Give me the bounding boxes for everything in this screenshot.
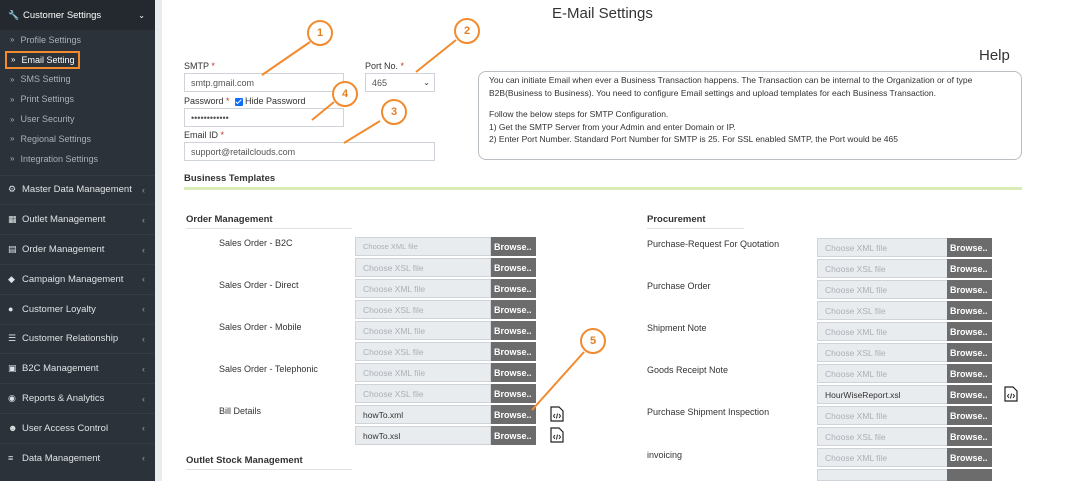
- browse-button[interactable]: Browse..: [947, 301, 992, 320]
- sidebar-item-label: Order Management: [22, 244, 105, 256]
- double-chevron-icon: »: [10, 134, 15, 144]
- sidebar-subitem-label: SMS Setting: [20, 74, 71, 85]
- checkbox-checked-icon[interactable]: [235, 98, 243, 106]
- browse-button[interactable]: Browse..: [491, 342, 536, 361]
- template-row-label: Sales Order - Direct: [219, 280, 299, 290]
- template-row-label: Sales Order - Mobile: [219, 322, 302, 332]
- tag-icon: ◆: [8, 273, 15, 284]
- sidebar-subitem-label: Profile Settings: [20, 34, 81, 45]
- sidebar-subitem-label: Integration Settings: [20, 153, 99, 164]
- port-value: 465: [372, 77, 388, 88]
- browse-button[interactable]: Browse..: [947, 343, 992, 362]
- template-row-label: Shipment Note: [647, 323, 707, 333]
- sidebar-subitem-print-settings[interactable]: [0, 89, 155, 109]
- sidebar-item-customer-relationship[interactable]: [0, 324, 155, 354]
- help-title: Help: [979, 47, 1010, 64]
- double-chevron-icon: »: [10, 114, 15, 124]
- browse-button[interactable]: Browse..: [947, 238, 992, 257]
- callout-badge-1: 1: [307, 20, 333, 46]
- browse-button[interactable]: Browse..: [491, 300, 536, 319]
- smtp-label: SMTP *: [184, 61, 215, 71]
- browse-button[interactable]: Browse..: [491, 237, 536, 256]
- callout-badge-4: 4: [332, 81, 358, 107]
- xml-file-input[interactable]: Choose XML file: [817, 238, 953, 257]
- sidebar-subitem-label: Email Setting: [21, 54, 75, 65]
- code-file-icon[interactable]: [550, 427, 564, 443]
- help-text-line: You can initiate Email when ever a Business Transaction happens. The Transaction can be internal to the Organization or of type: [489, 75, 973, 85]
- browse-button[interactable]: Browse..: [947, 406, 992, 425]
- xml-file-input[interactable]: Choose XML file: [355, 237, 491, 256]
- template-row-label: invoicing: [647, 450, 683, 460]
- double-chevron-icon: »: [11, 55, 16, 65]
- sidebar-item-label: Master Data Management: [22, 184, 132, 196]
- port-select[interactable]: [365, 73, 435, 92]
- list-icon: ☰: [8, 333, 17, 344]
- sidebar-item-label: B2C Management: [22, 363, 99, 375]
- help-text-line: B2B(Business to Business). You need to configure Email settings and upload templates for each Business Transaction.: [489, 87, 936, 98]
- xsl-file-input[interactable]: Choose XSL file: [817, 343, 953, 362]
- hide-password-label: Hide Password: [245, 96, 306, 106]
- browse-button[interactable]: [947, 469, 992, 481]
- subsection-divider: [186, 469, 352, 470]
- sidebar-item-data-management[interactable]: [0, 443, 155, 473]
- xml-file-input[interactable]: Choose XML file: [355, 279, 491, 298]
- browse-button[interactable]: Browse..: [947, 322, 992, 341]
- chevron-left-icon: ‹: [142, 363, 145, 374]
- subsection-divider: [647, 228, 744, 229]
- xml-file-input[interactable]: Choose XML file: [817, 364, 953, 383]
- hide-password-toggle[interactable]: [235, 96, 306, 106]
- double-chevron-icon: »: [10, 94, 15, 104]
- browse-button[interactable]: Browse..: [491, 363, 536, 382]
- cart-icon: ▤: [8, 244, 17, 255]
- sidebar-item-label: Outlet Management: [22, 214, 106, 226]
- sidebar: [0, 0, 155, 481]
- help-text-line: 1) Get the SMTP Server from your Admin and enter Domain or IP.: [489, 121, 736, 132]
- browse-button[interactable]: Browse..: [947, 385, 992, 404]
- wrench-icon: 🔧: [8, 9, 20, 20]
- port-label: Port No. *: [365, 61, 405, 71]
- template-row-label: Purchase Order: [647, 281, 711, 291]
- sidebar-subitem-label: User Security: [20, 114, 75, 125]
- browse-button[interactable]: Browse..: [491, 321, 536, 340]
- xsl-file-input[interactable]: Choose XSL file: [355, 342, 491, 361]
- help-text-line: Follow the below steps for SMTP Configuration.: [489, 109, 669, 120]
- sidebar-item-outlet-management[interactable]: [0, 204, 155, 234]
- sidebar-subitem-integration-settings[interactable]: [0, 149, 155, 169]
- callout-badge-5: 5: [580, 328, 606, 354]
- sidebar-item-label: Campaign Management: [22, 273, 124, 285]
- chevron-down-icon: ⌄: [138, 10, 145, 20]
- page-title: E-Mail Settings: [552, 5, 653, 22]
- chevron-left-icon: ‹: [142, 274, 145, 285]
- xsl-file-input[interactable]: Choose XSL file: [817, 301, 953, 320]
- active-highlight: [5, 51, 80, 69]
- xsl-file-input[interactable]: Choose XSL file: [355, 258, 491, 277]
- browse-button[interactable]: Browse..: [947, 364, 992, 383]
- outlet-stock-management-title: Outlet Stock Management: [186, 455, 303, 466]
- sidebar-group-customer-settings[interactable]: [0, 0, 155, 30]
- sidebar-item-label: User Access Control: [22, 422, 109, 434]
- sidebar-group-label: Customer Settings: [23, 9, 102, 21]
- browse-button[interactable]: Browse..: [947, 259, 992, 278]
- sidebar-item-b2c-management[interactable]: [0, 353, 155, 383]
- section-divider: [184, 187, 1022, 190]
- template-row-label: Sales Order - B2C: [219, 238, 293, 248]
- chevron-down-icon: ⌄: [423, 78, 430, 87]
- chevron-left-icon: ‹: [142, 333, 145, 344]
- browse-button[interactable]: Browse..: [947, 448, 992, 467]
- browse-button[interactable]: Browse..: [491, 279, 536, 298]
- xsl-file-input[interactable]: Choose XSL file: [355, 384, 491, 403]
- xml-file-input[interactable]: Choose XML file: [817, 322, 953, 341]
- sidebar-subitem-label: Print Settings: [20, 94, 74, 105]
- help-text-line: 2) Enter Port Number. Standard Port Number for SMTP is 25. For SSL enabled SMTP, the Port would be 465: [489, 134, 898, 145]
- browse-button[interactable]: Browse..: [947, 427, 992, 446]
- sidebar-item-order-management[interactable]: [0, 234, 155, 264]
- help-box: [478, 71, 1022, 160]
- browse-button[interactable]: Browse..: [491, 258, 536, 277]
- template-row-label: Purchase Shipment Inspection: [647, 407, 770, 417]
- xsl-file-input[interactable]: HourWiseReport.xsl: [817, 385, 953, 404]
- browse-button[interactable]: Browse..: [491, 426, 536, 445]
- xml-file-input[interactable]: Choose XML file: [355, 321, 491, 340]
- code-file-icon[interactable]: [1004, 386, 1018, 402]
- sidebar-subitem-label: Regional Settings: [20, 133, 91, 144]
- sidebar-scroll-gutter: [155, 0, 162, 481]
- double-chevron-icon: »: [10, 74, 15, 84]
- store-icon: ▦: [8, 214, 17, 225]
- palette-icon: ◉: [8, 393, 16, 404]
- user-icon: ☻: [8, 423, 18, 434]
- chevron-left-icon: ‹: [142, 453, 145, 464]
- subsection-divider: [186, 228, 352, 229]
- template-row-label: Purchase-Request For Quotation: [647, 239, 780, 249]
- sidebar-subitem-user-security[interactable]: [0, 109, 155, 129]
- code-file-icon[interactable]: [550, 406, 564, 422]
- xsl-file-input[interactable]: howTo.xsl: [355, 426, 491, 445]
- callout-badge-3: 3: [381, 99, 407, 125]
- sidebar-item-user-access-control[interactable]: [0, 413, 155, 443]
- smtp-input[interactable]: smtp.gmail.com: [184, 73, 344, 92]
- database-icon: ≡: [8, 453, 14, 464]
- sidebar-item-label: Customer Loyalty: [22, 303, 96, 315]
- template-row-label: Goods Receipt Note: [647, 365, 729, 375]
- sidebar-item-reports-analytics[interactable]: [0, 383, 155, 413]
- sidebar-subitem-profile-settings[interactable]: [0, 30, 155, 50]
- chevron-left-icon: ‹: [142, 184, 145, 195]
- gear-icon: ⚙: [8, 184, 17, 195]
- chevron-left-icon: ‹: [142, 393, 145, 404]
- sidebar-subitem-sms-setting[interactable]: [0, 70, 155, 90]
- template-row-label: Sales Order - Telephonic: [219, 364, 318, 374]
- xml-file-input[interactable]: howTo.xml: [355, 405, 491, 424]
- xml-file-input[interactable]: Choose XML file: [817, 280, 953, 299]
- procurement-title: Procurement: [647, 214, 706, 225]
- xml-file-input[interactable]: Choose XML file: [817, 406, 953, 425]
- xsl-file-input[interactable]: Choose XSL file: [817, 427, 953, 446]
- browse-button[interactable]: Browse..: [947, 280, 992, 299]
- template-row-label: Bill Details: [219, 406, 262, 416]
- sidebar-item-label: Data Management: [22, 452, 101, 464]
- sidebar-item-customer-loyalty[interactable]: [0, 294, 155, 324]
- xml-file-input[interactable]: Choose XML file: [355, 363, 491, 382]
- password-input[interactable]: ••••••••••••: [184, 108, 344, 127]
- browse-button[interactable]: Browse..: [491, 405, 536, 424]
- order-management-title: Order Management: [186, 214, 273, 225]
- double-chevron-icon: »: [10, 35, 15, 45]
- chevron-left-icon: ‹: [142, 214, 145, 225]
- image-icon: ▣: [8, 363, 17, 374]
- business-templates-title: Business Templates: [184, 173, 276, 184]
- sidebar-item-label: Customer Relationship: [22, 333, 119, 345]
- xml-file-input[interactable]: Choose XML file: [817, 448, 953, 467]
- sidebar-subitem-regional-settings[interactable]: [0, 129, 155, 149]
- double-chevron-icon: »: [10, 154, 15, 164]
- sidebar-subitem-email-setting[interactable]: [0, 50, 155, 70]
- chevron-left-icon: ‹: [142, 244, 145, 255]
- xsl-file-input[interactable]: Choose XSL file: [355, 300, 491, 319]
- email-label: Email ID *: [184, 130, 225, 140]
- user-plus-icon: ●: [8, 304, 14, 315]
- browse-button[interactable]: Browse..: [491, 384, 536, 403]
- sidebar-item-master-data-management[interactable]: [0, 175, 155, 205]
- xsl-file-input[interactable]: [817, 469, 953, 481]
- chevron-left-icon: ‹: [142, 423, 145, 434]
- chevron-left-icon: ‹: [142, 304, 145, 315]
- email-input[interactable]: support@retailclouds.com: [184, 142, 435, 161]
- sidebar-item-label: Reports & Analytics: [22, 393, 105, 405]
- callout-badge-2: 2: [454, 18, 480, 44]
- sidebar-item-campaign-management[interactable]: [0, 264, 155, 294]
- password-label: Password *: [184, 96, 230, 106]
- xsl-file-input[interactable]: Choose XSL file: [817, 259, 953, 278]
